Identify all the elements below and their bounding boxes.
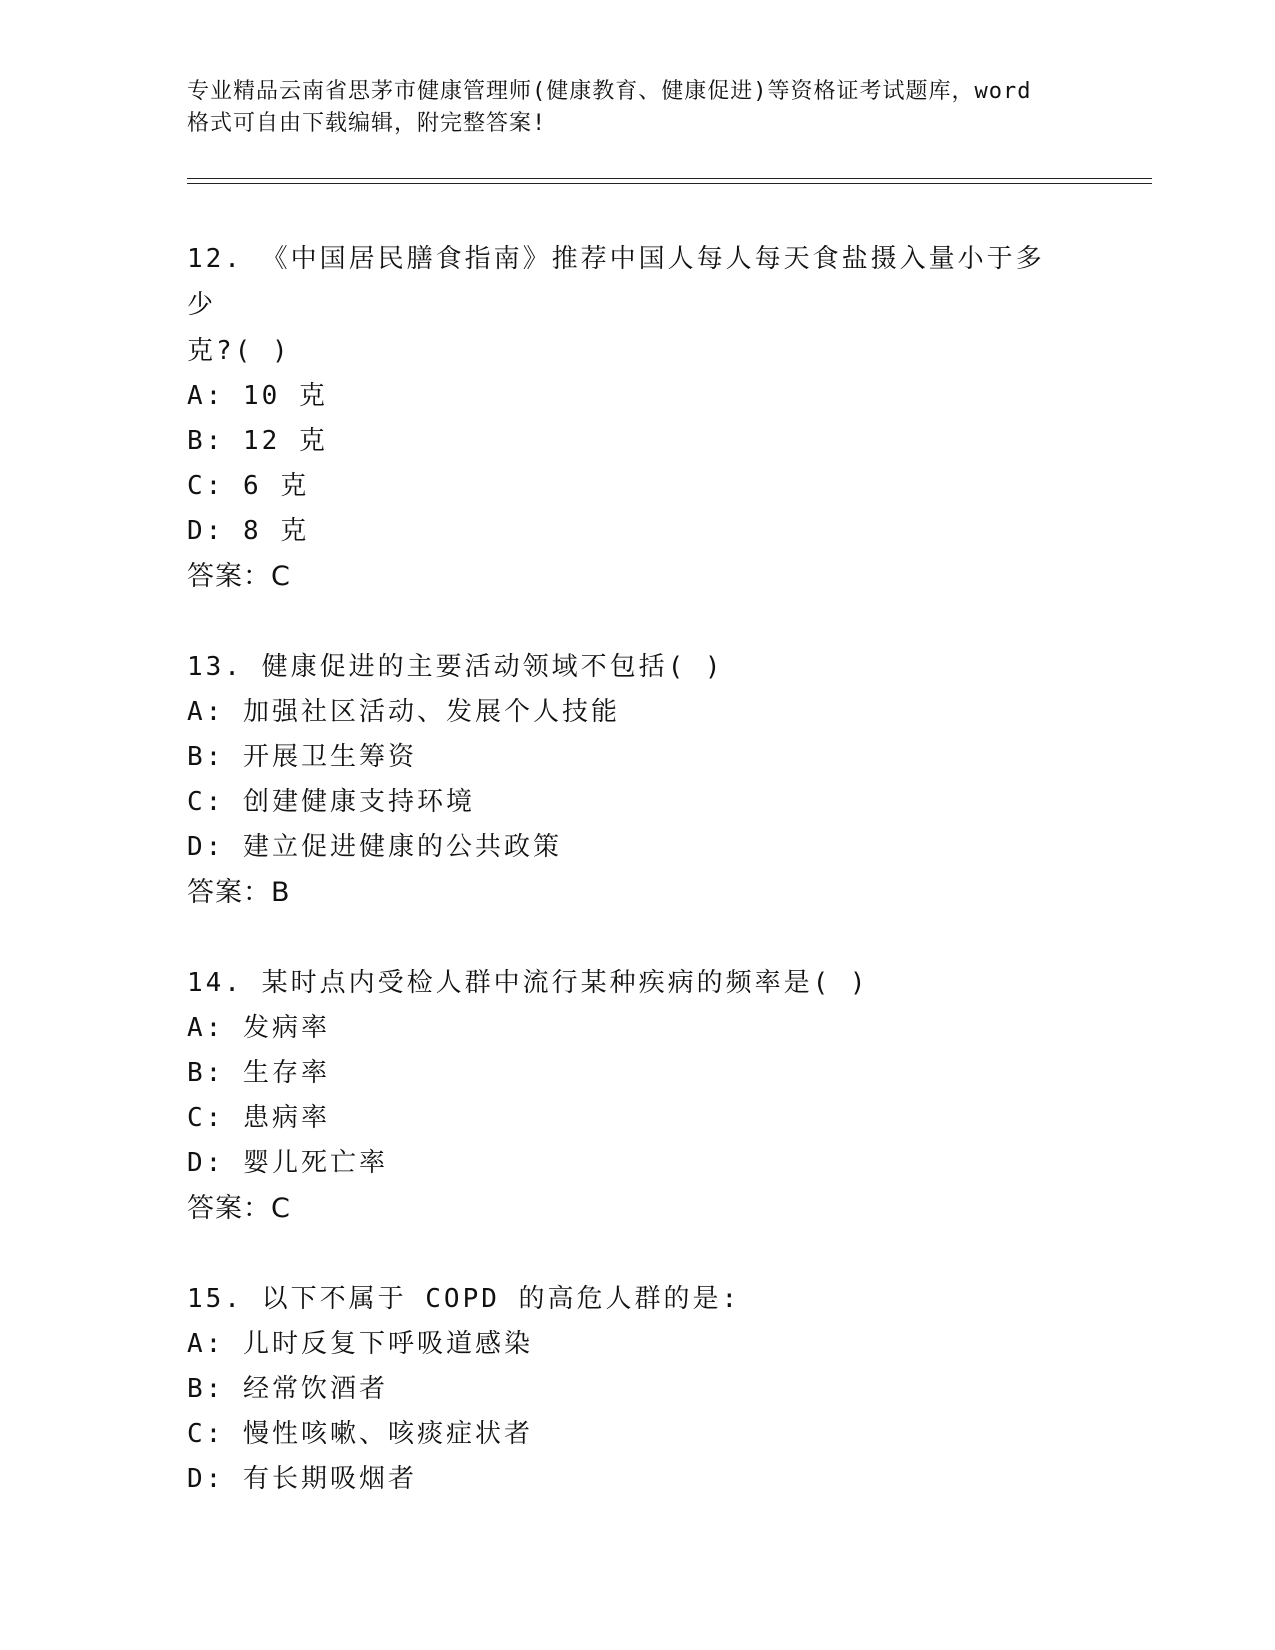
option-d: D: 有长期吸烟者 (187, 1464, 417, 1494)
option-c: C: 患病率 (187, 1103, 330, 1133)
question-stem-line: 12. 《中国居民膳食指南》推荐中国人每人每天食盐摄入量小于多少 (187, 244, 1045, 320)
option-a: A: 发病率 (187, 1013, 330, 1043)
question-13 (187, 644, 1147, 916)
question-stem (187, 960, 1067, 1006)
answer-text: 答案：C (187, 561, 291, 592)
intro-line-1: 专业精品云南省思茅市健康管理师(健康教育、健康促进)等资格证考试题库，word (187, 79, 1032, 104)
question-stem (187, 1276, 1067, 1322)
option-b: B: 12 克 (187, 426, 328, 456)
option-a: A: 加强社区活动、发展个人技能 (187, 697, 620, 727)
option-a: A: 10 克 (187, 381, 328, 411)
option-c: C: 6 克 (187, 471, 310, 501)
question-stem-line: 15. 以下不属于 COPD 的高危人群的是: (187, 1284, 741, 1314)
answer-text: 答案：C (187, 1193, 291, 1224)
option-b: B: 开展卫生筹资 (187, 742, 417, 772)
option-b: B: 生存率 (187, 1058, 330, 1088)
question-stem-line: 13. 健康促进的主要活动领域不包括( ) (187, 652, 724, 682)
option-d: D: 婴儿死亡率 (187, 1148, 388, 1178)
question-stem-line: 14. 某时点内受检人群中流行某种疾病的频率是( ) (187, 968, 869, 998)
question-12 (187, 236, 1147, 600)
question-14 (187, 960, 1147, 1232)
question-15 (187, 1276, 1147, 1502)
question-stem (187, 236, 1067, 374)
intro-line-2: 格式可自由下载编辑，附完整答案! (187, 111, 547, 136)
answer-text: 答案：B (187, 877, 291, 908)
option-c: C: 创建健康支持环境 (187, 787, 475, 817)
header-divider-bottom (187, 183, 1152, 184)
option-c: C: 慢性咳嗽、咳痰症状者 (187, 1419, 533, 1449)
option-a: A: 儿时反复下呼吸道感染 (187, 1329, 533, 1359)
option-d: D: 建立促进健康的公共政策 (187, 832, 562, 862)
question-stem (187, 644, 1067, 690)
header-divider-top (187, 178, 1152, 179)
question-stem-line: 克?( ) (187, 336, 291, 366)
option-b: B: 经常饮酒者 (187, 1374, 388, 1404)
option-d: D: 8 克 (187, 516, 310, 546)
question-list (187, 236, 1147, 1546)
document-intro (187, 76, 1107, 140)
